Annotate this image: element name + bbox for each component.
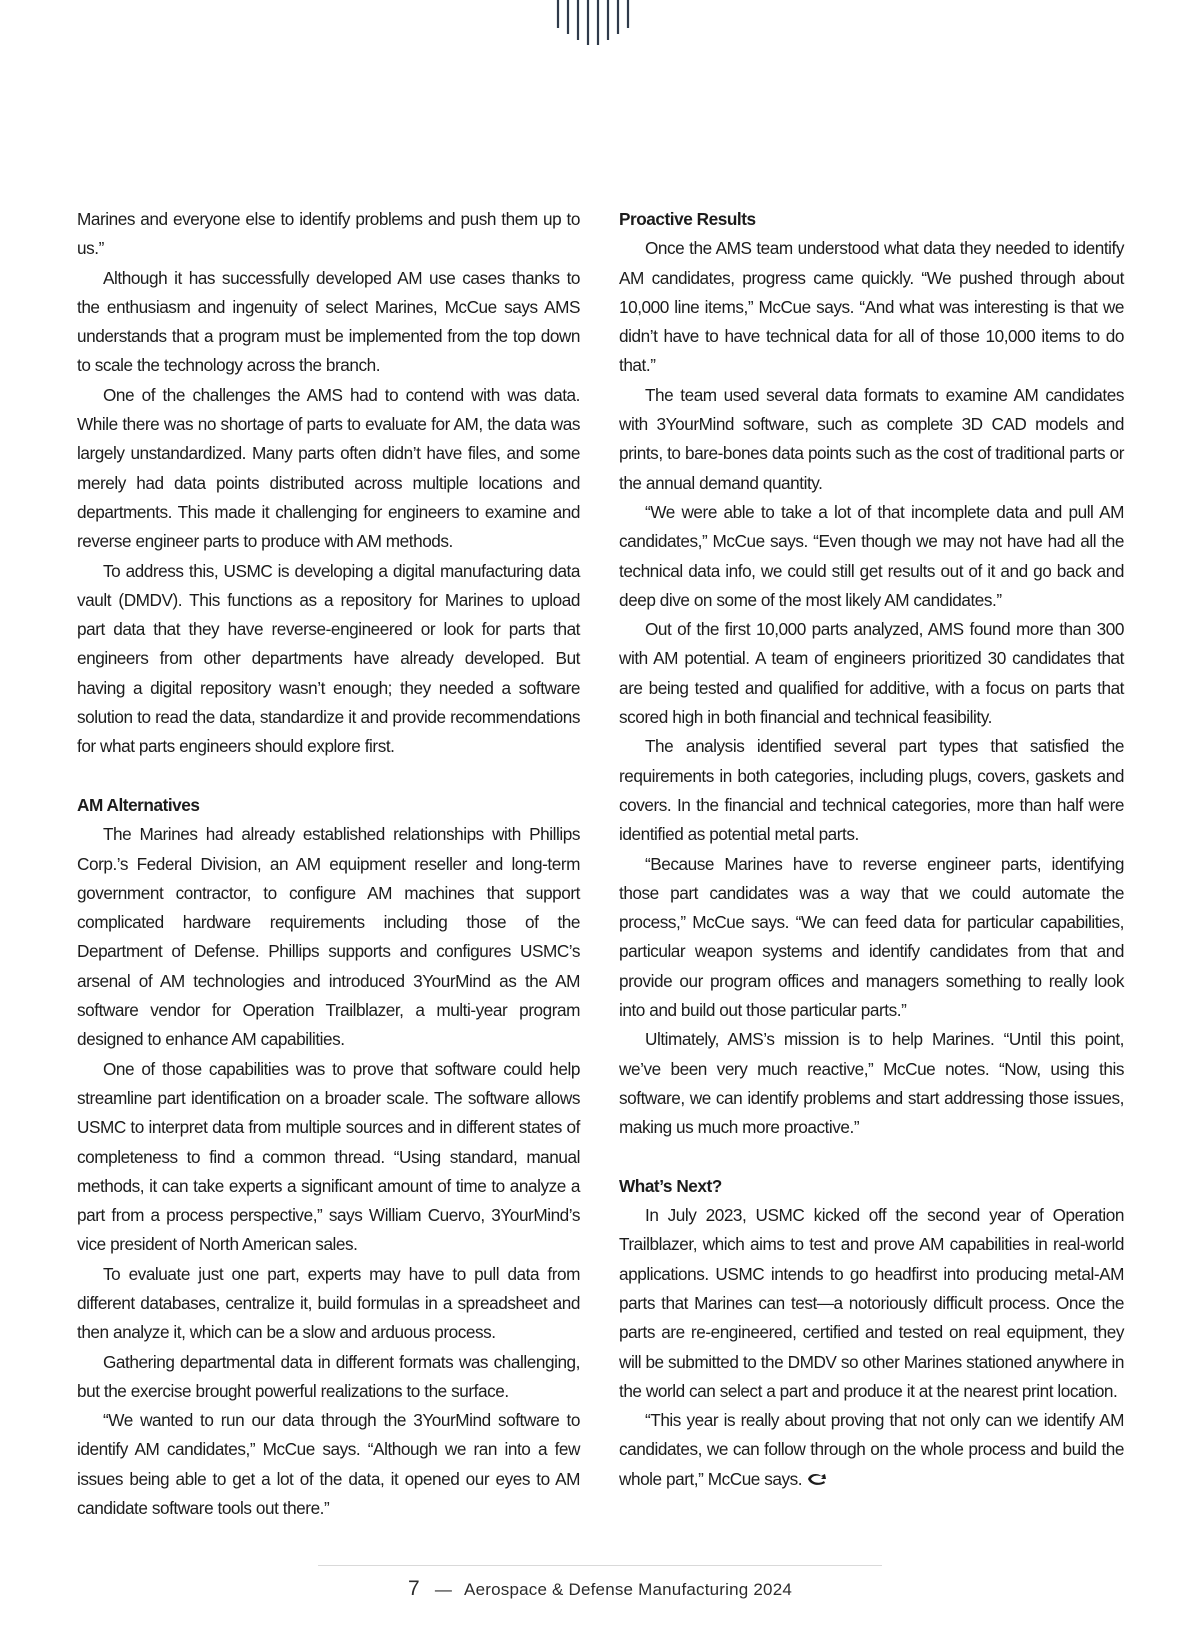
paragraph: One of those capabilities was to prove that software could help streamline part identification on a broader scale. The software allows USMC to interpret data from multiple sources and in different states of completeness to find a common thread. “Using standard, manual methods, it can take experts a significant amount of time to analyze a part from a process perspective,” says William Cuervo, 3YourMind’s vice president of North American sales. bbox=[77, 1058, 580, 1255]
article-right-column bbox=[619, 205, 1124, 1494]
top-stripes-ornament-icon bbox=[556, 0, 646, 50]
paragraph: Gathering departmental data in different formats was challenging, but the exercise brought powerful realizations to the surface. bbox=[77, 1351, 580, 1401]
section-heading-am-alternatives: AM Alternatives bbox=[77, 794, 200, 815]
paragraph: In July 2023, USMC kicked off the second year of Operation Trailblazer, which aims to test and prove AM capabilities in real-world applications. USMC intends to go headfirst into producing metal-AM parts that Marines can test—a notoriously difficult process. Once the parts are re-engineered, certified and tested on real equipment, they will be submitted to the DMDV so other Marines stationed anywhere in the world can select a part and produce it at the nearest print location. bbox=[619, 1205, 1124, 1401]
closing-paragraph-text: “This year is really about proving that not only can we identify AM candidates, we can follow through on the whole process and build the whole part,” McCue says. bbox=[619, 1410, 1124, 1489]
article-left-column bbox=[77, 205, 580, 1523]
paragraph: To evaluate just one part, experts may have to pull data from different databases, centralize it, build formulas in a spreadsheet and then analyze it, which can be a slow and arduous process. bbox=[77, 1263, 580, 1343]
paragraph: Out of the first 10,000 parts analyzed, AMS found more than 300 with AM potential. A team of engineers prioritized 30 candidates that are being tested and qualified for additive, with a focus on parts that scored high in both financial and technical feasibility. bbox=[619, 619, 1124, 728]
footer-separator: — bbox=[434, 1580, 453, 1599]
paragraph: “Because Marines have to reverse engineer parts, identifying those part candidates was a way that we could automate the process,” McCue says. “We can feed data for particular capabilities, particular weapon systems and identify candidates from that and provide our program offices and managers something to really look into and build out those particular parts.” bbox=[619, 853, 1124, 1021]
closing-paragraph bbox=[619, 1406, 1124, 1494]
page-footer bbox=[0, 1577, 1200, 1601]
paragraph: Ultimately, AMS’s mission is to help Marines. “Until this point, we’ve been very much reactive,” McCue notes. “Now, using this software, we can identify problems and start addressing those issues, making us much more proactive.” bbox=[619, 1029, 1124, 1138]
section-heading-proactive-results: Proactive Results bbox=[619, 209, 756, 229]
paragraph: The team used several data formats to examine AM candidates with 3YourMind software, such as complete 3D CAD models and prints, to bare-bones data points such as the cost of traditional parts or the annual demand quantity. bbox=[619, 384, 1124, 493]
paragraph: Once the AMS team understood what data they needed to identify AM candidates, progress came quickly. “We pushed through about 10,000 line items,” McCue says. “And what was interesting is that we didn’t have to have technical data for all of those 10,000 items to do that.” bbox=[619, 238, 1124, 376]
paragraph: “We were able to take a lot of that incomplete data and pull AM candidates,” McCue says. “Even though we may not have had all the technical data info, we could still get results out of it and go back and deep dive on some of the most likely AM candidates.” bbox=[619, 501, 1124, 610]
page-number: 7 bbox=[408, 1577, 420, 1600]
paragraph: One of the challenges the AMS had to contend with was data. While there was no shortage of parts to evaluate for AM, the data was largely unstandardized. Many parts often didn’t have files, and some merely had data points distributed across multiple locations and departments. This made it challenging for engineers to examine and reverse engineer parts to produce with AM methods. bbox=[77, 384, 580, 552]
section-heading-whats-next: What’s Next? bbox=[619, 1175, 722, 1196]
paragraph: To address this, USMC is developing a digital manufacturing data vault (DMDV). This functions as a repository for Marines to upload part data that they have reverse-engineered or look for parts that engineers from other departments have already developed. But having a digital repository wasn’t enough; they needed a software solution to read the data, standardize it and provide recommendations for what parts engineers should explore first. bbox=[77, 560, 580, 757]
end-of-article-mark-icon bbox=[806, 1472, 828, 1486]
paragraph: Marines and everyone else to identify problems and push them up to us.” bbox=[77, 209, 580, 259]
paragraph: The analysis identified several part types that satisfied the requirements in both categories, including plugs, covers, gaskets and covers. In the financial and technical categories, more than half were identified as potential metal parts. bbox=[619, 736, 1124, 845]
footer-divider bbox=[318, 1565, 882, 1566]
paragraph: Although it has successfully developed AM use cases thanks to the enthusiasm and ingenuity of select Marines, McCue says AMS understands that a program must be implemented from the top down to scale the technology across the branch. bbox=[77, 267, 580, 376]
publication-name: Aerospace & Defense Manufacturing 2024 bbox=[464, 1580, 792, 1599]
paragraph: The Marines had already established relationships with Phillips Corp.’s Federal Division, an AM equipment reseller and long-term government contractor, to configure AM machines that support complicated hardware requirements including those of the Department of Defense. Phillips supports and configures USMC’s arsenal of AM technologies and introduced 3YourMind as the AM software vendor for Operation Trailblazer, a multi-year program designed to enhance AM capabilities. bbox=[77, 824, 580, 1050]
paragraph: “We wanted to run our data through the 3YourMind software to identify AM candidates,” McCue says. “Although we ran into a few issues being able to get a lot of the data, it opened our eyes to AM candidate software tools out there.” bbox=[77, 1410, 580, 1519]
